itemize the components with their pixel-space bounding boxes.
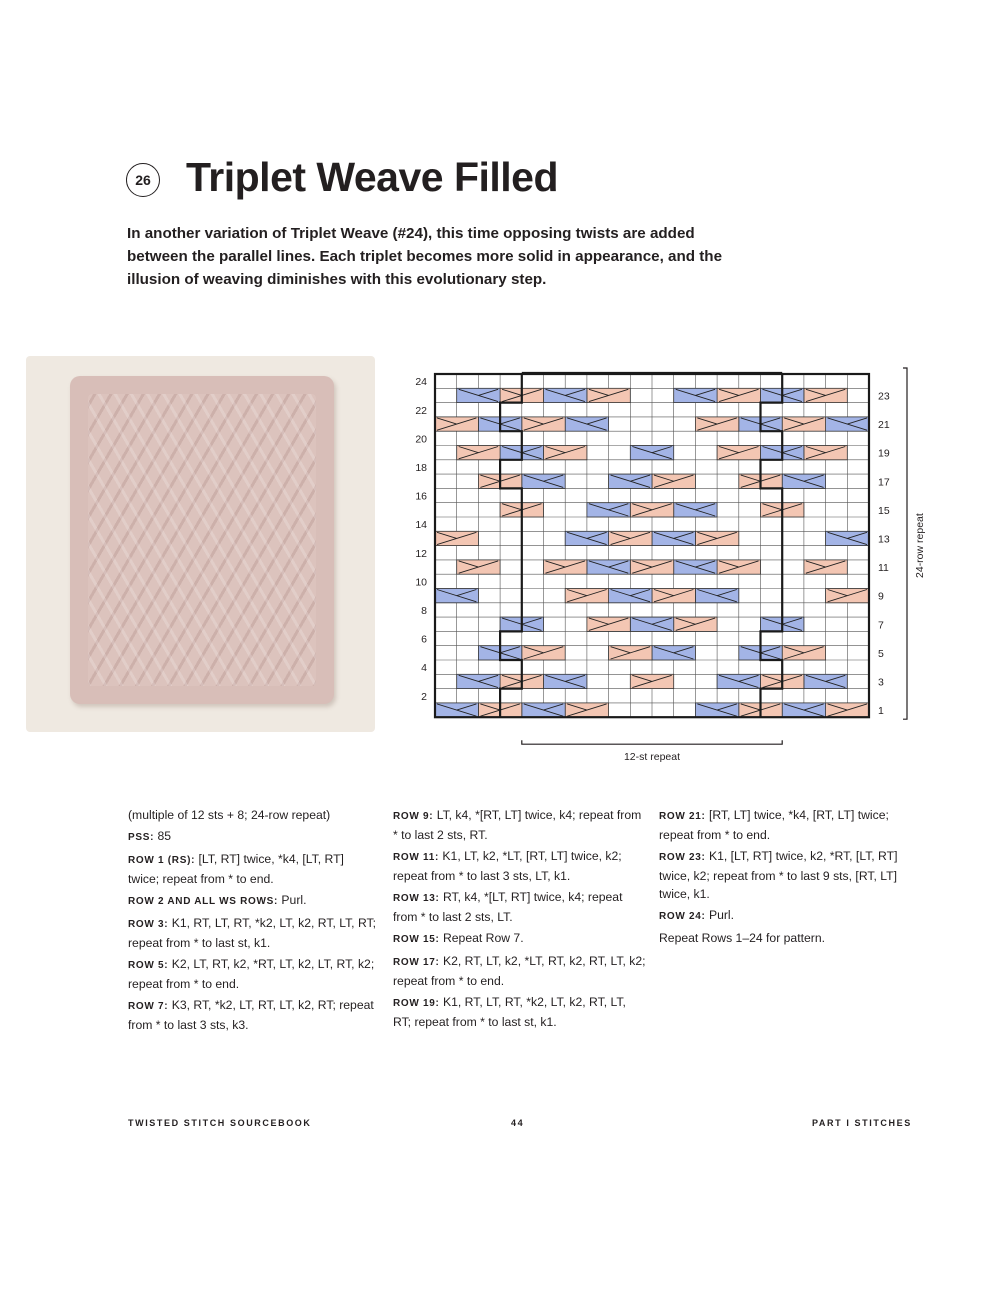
instruction-row-text: Purl. bbox=[278, 893, 307, 907]
instruction-row bbox=[659, 847, 917, 903]
instruction-row-label: ROW 24: bbox=[659, 911, 706, 922]
instruction-row-label: ROW 13: bbox=[393, 893, 440, 904]
instructions-column-2 bbox=[393, 806, 647, 1034]
instruction-row bbox=[659, 906, 917, 926]
row-number-left: 14 bbox=[415, 519, 427, 532]
row-number-right: 17 bbox=[878, 476, 890, 489]
instruction-row-text: [LT, RT] twice, *k4, [LT, RT] twice; repeat from * to end. bbox=[128, 852, 344, 886]
instruction-row-text: K1, [LT, RT] twice, k2, *RT, [LT, RT] twice, k2; repeat from * to last 9 sts, [RT, LT] twice, k1. bbox=[659, 849, 898, 901]
instruction-row bbox=[659, 806, 917, 844]
instruction-row-text: K2, LT, RT, k2, *RT, LT, k2, LT, RT, k2; repeat from * to end. bbox=[128, 957, 375, 991]
instruction-row bbox=[128, 827, 378, 847]
row-number-right: 15 bbox=[878, 504, 890, 517]
instruction-row-text: K1, RT, LT, RT, *k2, LT, k2, RT, LT, RT; repeat from * to last st, k1. bbox=[393, 995, 626, 1029]
instruction-row-label: ROW 2 AND ALL WS ROWS: bbox=[128, 896, 279, 907]
row-number-left: 22 bbox=[415, 404, 427, 417]
instruction-row bbox=[393, 952, 647, 990]
footer-section: PART I STITCHES bbox=[812, 1118, 912, 1128]
instruction-row-text: 85 bbox=[154, 829, 172, 843]
stitch-repeat-bracket bbox=[522, 740, 782, 744]
instruction-row-text: (multiple of 12 sts + 8; 24-row repeat) bbox=[128, 808, 331, 822]
row-number-right: 7 bbox=[878, 619, 884, 632]
instruction-row bbox=[393, 929, 647, 949]
row-number-left: 4 bbox=[421, 662, 427, 675]
instruction-row-label: ROW 11: bbox=[393, 852, 440, 863]
instruction-row bbox=[128, 891, 378, 911]
row-number-right: 3 bbox=[878, 676, 884, 689]
instruction-row-label: PSS: bbox=[128, 832, 155, 843]
instruction-row-text: Repeat Row 7. bbox=[439, 931, 524, 945]
row-repeat-bracket bbox=[903, 368, 907, 719]
instruction-row-label: ROW 21: bbox=[659, 811, 706, 822]
intro-paragraph: In another variation of Triplet Weave (#24), this time opposing twists are added between the parallel lines. Each triplet becomes more solid in appearance, and the illusion of weaving diminishes with this evolutionary step. bbox=[127, 225, 723, 288]
knitted-swatch-image bbox=[70, 376, 334, 704]
instruction-row bbox=[128, 914, 378, 952]
instruction-row bbox=[393, 806, 647, 844]
footer-book-title: TWISTED STITCH SOURCEBOOK bbox=[128, 1118, 312, 1128]
instruction-row-text: Purl. bbox=[705, 908, 735, 922]
instruction-row-label: ROW 17: bbox=[393, 957, 440, 968]
instruction-row-label: ROW 5: bbox=[128, 960, 169, 971]
instruction-row bbox=[393, 888, 647, 926]
instruction-row-label: ROW 23: bbox=[659, 852, 706, 863]
footer-page-number: 44 bbox=[511, 1118, 525, 1128]
instruction-row-text: Repeat Rows 1–24 for pattern. bbox=[659, 931, 825, 945]
stitch-chart bbox=[405, 364, 926, 764]
instruction-row bbox=[128, 806, 378, 824]
instructions-column-3 bbox=[659, 806, 917, 950]
instruction-row-text: K2, RT, LT, k2, *LT, RT, k2, RT, LT, k2; repeat from * to end. bbox=[393, 954, 646, 988]
row-number-left: 8 bbox=[421, 604, 427, 617]
row-number-left: 24 bbox=[415, 376, 427, 389]
row-number-right: 11 bbox=[878, 562, 889, 575]
row-number-left: 12 bbox=[415, 547, 427, 560]
instruction-row-label: ROW 9: bbox=[393, 811, 434, 822]
row-number-left: 16 bbox=[415, 490, 427, 503]
row-number-right: 5 bbox=[878, 647, 884, 660]
row-number-right: 13 bbox=[878, 533, 890, 546]
row-number-left: 2 bbox=[421, 690, 427, 703]
instruction-row bbox=[393, 847, 647, 885]
instruction-row-text: K1, RT, LT, RT, *k2, LT, k2, RT, LT, RT; repeat from * to last st, k1. bbox=[128, 916, 377, 950]
instruction-row-label: ROW 1 (RS): bbox=[128, 855, 196, 866]
row-repeat-label: 24-row repeat bbox=[914, 513, 926, 578]
instruction-row-label: ROW 3: bbox=[128, 919, 169, 930]
stitch-repeat-label: 12-st repeat bbox=[623, 751, 681, 764]
instruction-row-label: ROW 19: bbox=[393, 998, 440, 1009]
swatch-photo bbox=[26, 356, 375, 732]
page-title: Triplet Weave Filled bbox=[186, 154, 559, 200]
row-number-left: 18 bbox=[415, 461, 427, 474]
instruction-row bbox=[393, 993, 647, 1031]
row-number-right: 19 bbox=[878, 447, 890, 460]
row-number-right: 1 bbox=[878, 705, 884, 718]
row-number-right: 23 bbox=[878, 390, 890, 403]
instruction-row-text: LT, k4, *[RT, LT] twice, k4; repeat from * to last 2 sts, RT. bbox=[393, 808, 642, 842]
row-number-right: 21 bbox=[878, 419, 890, 432]
instruction-row bbox=[659, 929, 917, 947]
row-number-left: 10 bbox=[415, 576, 427, 589]
instruction-row bbox=[128, 850, 378, 888]
pattern-number-badge: 26 bbox=[126, 163, 160, 197]
instruction-row-label: ROW 7: bbox=[128, 1001, 169, 1012]
instruction-row-text: K3, RT, *k2, LT, RT, LT, k2, RT; repeat from * to last 3 sts, k3. bbox=[128, 998, 374, 1032]
row-number-left: 6 bbox=[421, 633, 427, 646]
row-number-right: 9 bbox=[878, 590, 884, 603]
row-number-left: 20 bbox=[415, 433, 427, 446]
instruction-row bbox=[128, 955, 378, 993]
instruction-row-label: ROW 15: bbox=[393, 934, 440, 945]
instructions-column-1 bbox=[128, 806, 378, 1037]
instruction-row-text: K1, LT, k2, *LT, [RT, LT] twice, k2; repeat from * to last 3 sts, LT, k1. bbox=[393, 849, 622, 883]
instruction-row-text: RT, k4, *[LT, RT] twice, k4; repeat from * to last 2 sts, LT. bbox=[393, 890, 623, 924]
instruction-row bbox=[128, 996, 378, 1034]
instruction-row-text: [RT, LT] twice, *k4, [RT, LT] twice; repeat from * to end. bbox=[659, 808, 889, 842]
